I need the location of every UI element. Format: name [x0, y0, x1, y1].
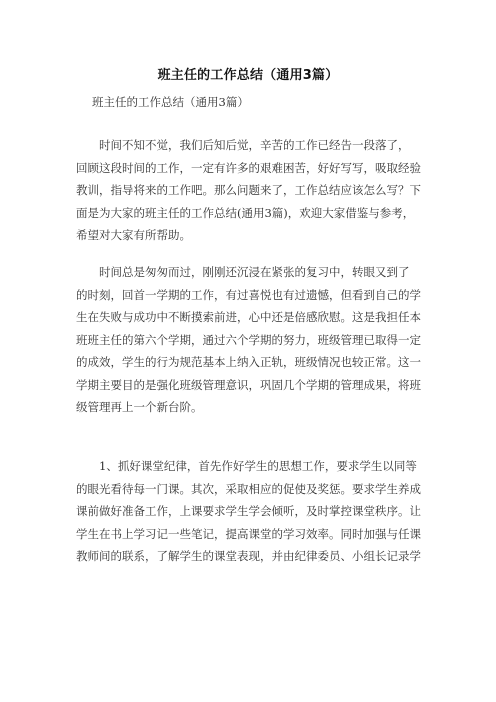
- paragraph-line: 的成效，学生的行为规范基本上纳入正轨，班级情况也较正常。这一: [76, 355, 421, 369]
- paragraph-line: 回顾这段时间的工作，一定有许多的艰难困苦，好好写写，吸取经验: [76, 160, 421, 175]
- paragraph-intro: [76, 134, 422, 247]
- paragraph-line: 课前做好准备工作，上课要求学生学会倾听，及时掌控课堂秩序。让: [76, 504, 421, 518]
- paragraph-line: 面是为大家的班主任的工作总结(通用3篇)，欢迎大家借鉴与参考，: [76, 205, 415, 220]
- document-title: 班主任的工作总结（通用3篇）: [157, 68, 339, 83]
- paragraph-point-1: [76, 455, 422, 568]
- paragraph-line: 时间总是匆匆而过，刚刚还沉浸在紧张的复习中，转眼又到了: [99, 265, 410, 279]
- paragraph-line: 教训，指导将来的工作吧。那么问题来了，工作总结应该怎么写？下: [76, 183, 421, 197]
- paragraph-line: 的时刻，回首一学期的工作，有过喜悦也有过遗憾，但看到自己的学: [76, 287, 421, 302]
- paragraph-line: 希望对大家有所帮助。: [76, 228, 191, 242]
- paragraph-line: 学期主要目的是强化班级管理意识，巩固几个学期的管理成果，将班: [76, 377, 421, 392]
- paragraph-line: 1、抓好课堂纪律，首先作好学生的思想工作，要求学生以同等: [99, 459, 417, 473]
- paragraph-line: 学生在书上学习记一些笔记，提高课堂的学习效率。同时加强与任课: [76, 526, 421, 541]
- paragraph-line: 的眼光看待每一门课。其次，采取相应的促使及奖惩。要求学生养成: [76, 481, 421, 496]
- paragraph-line: 时间不知不觉，我们后知后觉，辛苦的工作已经告一段落了，: [99, 138, 410, 152]
- paragraph-line: 级管理再上一个新台阶。: [76, 400, 203, 414]
- document-subtitle: 班主任的工作总结（通用3篇）: [92, 95, 249, 109]
- paragraph-line: 生在失败与成功中不断摸索前进，心中还是倍感欣慰。这是我担任本: [76, 310, 421, 324]
- paragraph-reflection: [76, 261, 422, 419]
- paragraph-line: 班班主任的第六个学期，通过六个学期的努力，班级管理已取得一定: [76, 332, 421, 347]
- paragraph-line: 教师间的联系，了解学生的课堂表现，并由纪律委员、小组长记录学: [76, 549, 421, 563]
